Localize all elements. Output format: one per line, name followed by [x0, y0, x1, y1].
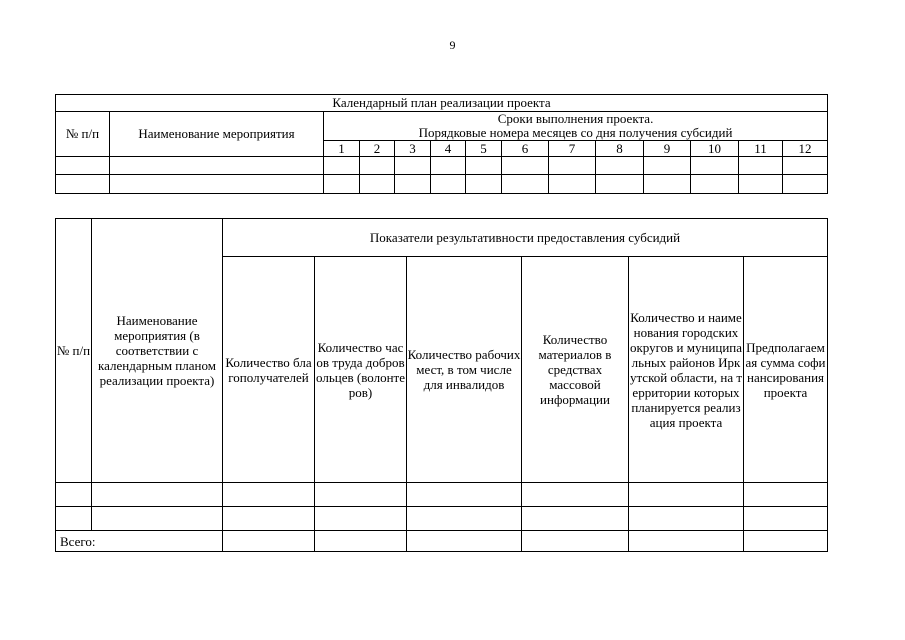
table-cell[interactable] [739, 157, 783, 175]
table-row [56, 175, 828, 194]
page-number: 9 [449, 38, 456, 52]
table-cell[interactable] [744, 531, 828, 552]
table-cell[interactable] [395, 175, 431, 194]
table-cell[interactable] [629, 507, 744, 531]
month-header-6: 6 [502, 141, 549, 157]
table-cell[interactable] [223, 531, 315, 552]
table-cell[interactable] [522, 507, 629, 531]
calendar-timing-header [324, 112, 828, 141]
month-header-2: 2 [360, 141, 395, 157]
table-cell[interactable] [315, 483, 407, 507]
table-row [56, 507, 828, 531]
table-cell[interactable] [549, 157, 596, 175]
table-cell[interactable] [407, 507, 522, 531]
table-cell[interactable] [744, 483, 828, 507]
indicators-col-event-header: Наименование мероприятия (в соответствии с календарным планом реализации проекта) [92, 219, 223, 483]
month-header-11: 11 [739, 141, 783, 157]
month-header-7: 7 [549, 141, 596, 157]
timing-header-line1: Сроки выполнения проекта. [497, 111, 654, 126]
table-cell[interactable] [739, 175, 783, 194]
month-header-5: 5 [466, 141, 502, 157]
calendar-plan-table [55, 94, 828, 194]
calendar-col-event-header: Наименование мероприятия [110, 112, 324, 157]
table-cell[interactable] [56, 507, 92, 531]
table-cell[interactable] [744, 507, 828, 531]
table-cell[interactable] [223, 483, 315, 507]
table-cell[interactable] [522, 531, 629, 552]
table-cell[interactable] [596, 157, 644, 175]
timing-header-line2: Порядковые номера месяцев со дня получения субсидий [418, 125, 733, 140]
table-cell[interactable] [92, 483, 223, 507]
table-cell[interactable] [522, 483, 629, 507]
table-cell[interactable] [223, 507, 315, 531]
table-cell[interactable] [56, 175, 110, 194]
table-cell[interactable] [466, 175, 502, 194]
month-header-8: 8 [596, 141, 644, 157]
month-header-4: 4 [431, 141, 466, 157]
table-cell[interactable] [691, 157, 739, 175]
month-header-10: 10 [691, 141, 739, 157]
month-header-9: 9 [644, 141, 691, 157]
table-cell[interactable] [110, 175, 324, 194]
calendar-plan-title: Календарный план реализации проекта [56, 95, 828, 112]
month-header-3: 3 [395, 141, 431, 157]
col-volunteer-hours-header: Количество часов труда добровольцев (волонтеров) [315, 257, 407, 483]
table-cell[interactable] [324, 157, 360, 175]
col-districts-header: Количество и наименования городских округов и муниципальных районов Иркутской области, на территории которых планируется реализация проекта [629, 257, 744, 483]
table-cell[interactable] [466, 157, 502, 175]
table-cell[interactable] [315, 531, 407, 552]
table-cell[interactable] [502, 175, 549, 194]
table-cell[interactable] [407, 531, 522, 552]
table-cell[interactable] [92, 507, 223, 531]
table-cell[interactable] [629, 483, 744, 507]
calendar-col-number-header: № п/п [56, 112, 110, 157]
table-cell[interactable] [644, 175, 691, 194]
table-row [56, 483, 828, 507]
table-cell[interactable] [783, 157, 828, 175]
table-cell[interactable] [644, 157, 691, 175]
indicators-group-header: Показатели результативности предоставления субсидий [223, 219, 828, 257]
table-cell[interactable] [360, 175, 395, 194]
table-cell[interactable] [324, 175, 360, 194]
total-label: Всего: [56, 531, 223, 552]
table-cell[interactable] [360, 157, 395, 175]
col-cofinancing-header: Предполагаемая сумма софинансирования проекта [744, 257, 828, 483]
month-header-1: 1 [324, 141, 360, 157]
col-jobs-header: Количество рабочих мест, в том числе для инвалидов [407, 257, 522, 483]
table-row [56, 157, 828, 175]
table-cell[interactable] [691, 175, 739, 194]
table-cell[interactable] [431, 157, 466, 175]
indicators-table [55, 218, 828, 552]
table-cell[interactable] [502, 157, 549, 175]
col-beneficiaries-header: Количество благополучателей [223, 257, 315, 483]
table-cell[interactable] [783, 175, 828, 194]
table-cell[interactable] [596, 175, 644, 194]
col-media-materials-header: Количество материалов в средствах массовой информации [522, 257, 629, 483]
table-cell[interactable] [56, 157, 110, 175]
total-row [56, 531, 828, 552]
table-cell[interactable] [110, 157, 324, 175]
table-cell[interactable] [395, 157, 431, 175]
indicators-col-number-header: № п/п [56, 219, 92, 483]
table-cell[interactable] [315, 507, 407, 531]
table-cell[interactable] [56, 483, 92, 507]
table-cell[interactable] [629, 531, 744, 552]
table-cell[interactable] [431, 175, 466, 194]
table-cell[interactable] [407, 483, 522, 507]
month-header-12: 12 [783, 141, 828, 157]
table-cell[interactable] [549, 175, 596, 194]
